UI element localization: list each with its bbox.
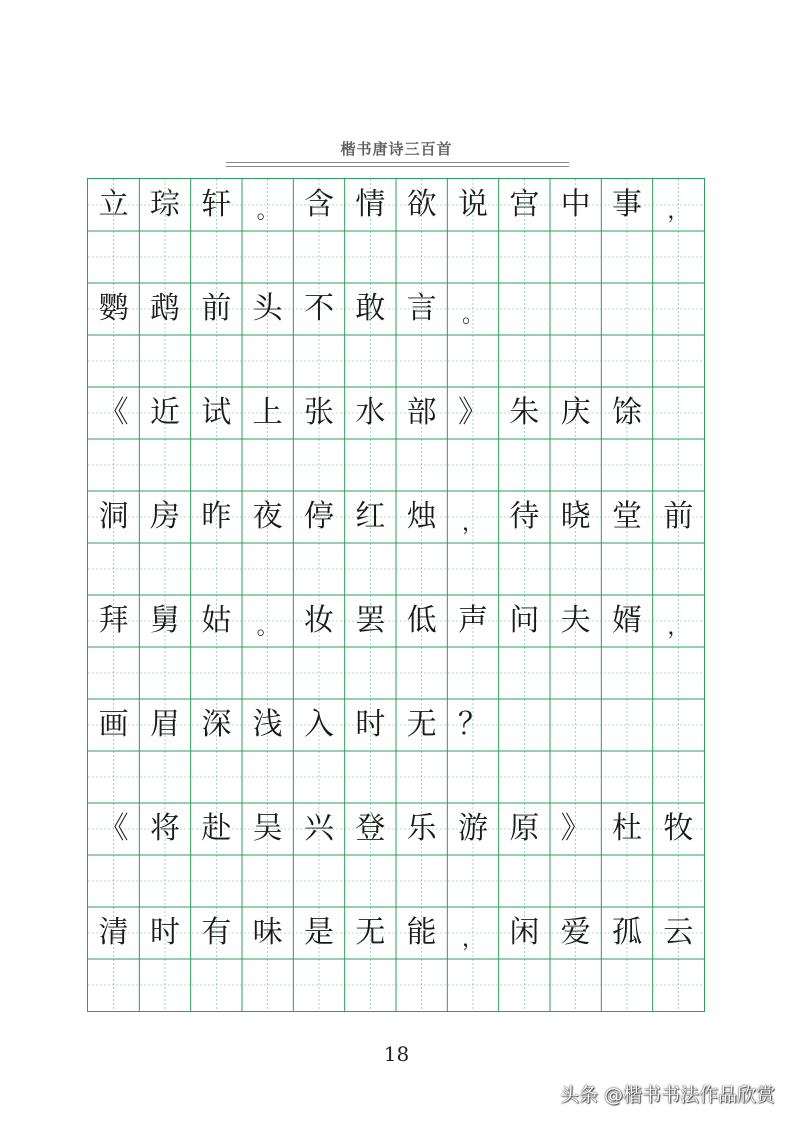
grid-cell: 声 — [457, 603, 488, 638]
title-divider-bottom — [226, 166, 569, 167]
blank-row — [88, 751, 704, 803]
grid-cell — [653, 959, 704, 1011]
grid-cell: 牧 — [663, 811, 694, 846]
grid-cell — [139, 543, 190, 595]
grid-cell — [499, 699, 550, 751]
grid-cell — [499, 543, 550, 595]
grid-cell — [88, 647, 139, 699]
grid-cell — [345, 231, 396, 283]
grid-cell — [242, 647, 293, 699]
grid-cell — [345, 439, 396, 491]
grid-cell: 前 — [663, 499, 694, 534]
grid-cell — [139, 751, 190, 803]
grid-cell: 庆 — [560, 395, 591, 430]
grid-cell — [396, 543, 447, 595]
grid-cell: 琮 — [149, 187, 180, 222]
grid-cell: 停 — [303, 499, 334, 534]
grid-cell: 待 — [509, 499, 540, 534]
grid-cell: 原 — [509, 811, 540, 846]
grid-cell: 浅 — [252, 707, 283, 742]
grid-cell: 乐 — [406, 811, 437, 846]
grid-cell: ， — [667, 615, 690, 640]
grid-cell — [396, 335, 447, 387]
text-row — [88, 699, 704, 751]
grid-cell — [139, 439, 190, 491]
grid-cell — [601, 543, 652, 595]
grid-cell — [653, 751, 704, 803]
grid-cell — [550, 335, 601, 387]
grid-cell: 画 — [98, 707, 129, 742]
grid-cell — [550, 231, 601, 283]
grid-cell — [653, 699, 704, 751]
grid-cell: 将 — [149, 811, 180, 846]
grid-cell: 时 — [149, 915, 180, 950]
grid-cell: 立 — [98, 187, 129, 222]
text-row — [88, 387, 704, 439]
blank-row — [88, 647, 704, 699]
grid-cell: 孤 — [611, 915, 642, 950]
grid-cell: 前 — [201, 291, 232, 326]
grid-cell — [447, 439, 498, 491]
grid-cell — [601, 439, 652, 491]
grid-cell — [88, 855, 139, 907]
grid-cell — [601, 283, 652, 335]
grid-cell — [447, 751, 498, 803]
blank-row — [88, 543, 704, 595]
grid-cell — [191, 335, 242, 387]
writing-grid — [87, 178, 705, 1012]
grid-cell — [653, 439, 704, 491]
grid-cell: 兴 — [303, 811, 334, 846]
grid-cell — [601, 335, 652, 387]
grid-cell: 鹦 — [98, 291, 129, 326]
grid-cell: 轩 — [201, 187, 232, 222]
grid-cell: 味 — [252, 915, 283, 950]
grid-cell: 杜 — [611, 811, 642, 846]
grid-cell — [499, 751, 550, 803]
blank-row — [88, 439, 704, 491]
grid-cell: 深 — [201, 707, 232, 742]
grid-cell — [191, 647, 242, 699]
grid-cell: 游 — [457, 811, 488, 846]
grid-cell — [550, 855, 601, 907]
grid-cell: 爱 — [560, 915, 591, 950]
grid-cell — [447, 335, 498, 387]
grid-cell: 低 — [406, 603, 437, 638]
grid-cell — [550, 959, 601, 1011]
grid-cell: 馀 — [611, 395, 642, 430]
grid-cell — [139, 231, 190, 283]
grid-cell: 欲 — [406, 187, 437, 222]
grid-cell — [550, 699, 601, 751]
grid-cell — [88, 439, 139, 491]
grid-cell — [499, 959, 550, 1011]
grid-cell — [653, 335, 704, 387]
grid-cell — [447, 543, 498, 595]
grid-cell — [345, 855, 396, 907]
grid-cell: 。 — [256, 615, 279, 640]
grid-cell: 》 — [560, 811, 591, 846]
grid-cell: 堂 — [611, 499, 642, 534]
grid-cell: 时 — [355, 707, 386, 742]
grid-cell: 清 — [98, 915, 129, 950]
grid-cell — [139, 959, 190, 1011]
grid-cell — [293, 335, 344, 387]
grid-cell — [653, 283, 704, 335]
grid-cell: 拜 — [98, 603, 129, 638]
grid-cell — [601, 699, 652, 751]
grid-cell — [242, 959, 293, 1011]
grid-cell — [345, 751, 396, 803]
grid-cell — [653, 231, 704, 283]
grid-cell — [88, 751, 139, 803]
grid-cell: 《 — [98, 811, 129, 846]
text-row — [88, 803, 704, 855]
grid-cell — [242, 543, 293, 595]
grid-cell — [499, 855, 550, 907]
text-row — [88, 491, 704, 543]
grid-cell — [88, 543, 139, 595]
grid-cell — [499, 231, 550, 283]
grid-cell — [293, 959, 344, 1011]
grid-cell: 事 — [611, 187, 642, 222]
grid-cell: 。 — [256, 199, 279, 224]
grid-cell — [139, 855, 190, 907]
grid-cell: 宫 — [509, 187, 540, 222]
grid-cell: 无 — [406, 707, 437, 742]
grid-cell — [345, 647, 396, 699]
grid-cell: 鹉 — [149, 291, 180, 326]
grid-cell: 赴 — [201, 811, 232, 846]
grid-cell: 》 — [457, 395, 488, 430]
grid-cell — [242, 751, 293, 803]
grid-cell — [293, 439, 344, 491]
grid-cell: 是 — [303, 915, 334, 950]
grid-cell: 中 — [560, 187, 591, 222]
grid-cell: 头 — [252, 291, 283, 326]
grid-cell — [447, 959, 498, 1011]
grid-cell — [653, 387, 704, 439]
grid-cell — [396, 231, 447, 283]
grid-cell — [396, 855, 447, 907]
grid-cell — [653, 647, 704, 699]
grid-cell: 问 — [509, 603, 540, 638]
grid-cell — [550, 283, 601, 335]
grid-cell: 晓 — [560, 499, 591, 534]
grid-cell: 婿 — [611, 603, 642, 638]
grid-cell: 上 — [252, 395, 283, 430]
book-title: 楷书唐诗三百首 — [340, 140, 453, 158]
page-number: 18 — [383, 1042, 410, 1066]
grid-cell: 姑 — [201, 603, 232, 638]
grid-cell — [447, 647, 498, 699]
grid-cell — [242, 231, 293, 283]
grid-cell: 部 — [406, 395, 437, 430]
grid-cell: 言 — [406, 291, 437, 326]
grid-cell — [396, 959, 447, 1011]
grid-cell — [499, 439, 550, 491]
text-row — [88, 907, 704, 959]
grid-cell — [499, 283, 550, 335]
blank-row — [88, 335, 704, 387]
watermark: 头条 @楷书书法作品欣赏 — [559, 1084, 775, 1106]
grid-cell — [601, 231, 652, 283]
grid-cell: 眉 — [149, 707, 180, 742]
grid-cell: 说 — [457, 187, 488, 222]
grid-cell: 张 — [303, 395, 334, 430]
grid-cell: 朱 — [509, 395, 540, 430]
grid-cell — [601, 855, 652, 907]
grid-cell — [191, 439, 242, 491]
grid-cell — [242, 439, 293, 491]
blank-row — [88, 959, 704, 1011]
grid-cell: 烛 — [406, 499, 437, 534]
grid-cell: 罢 — [355, 603, 386, 638]
grid-cell — [191, 543, 242, 595]
grid-cell — [293, 855, 344, 907]
grid-cell: 水 — [355, 395, 386, 430]
blank-row — [88, 855, 704, 907]
grid-cell — [88, 231, 139, 283]
grid-cell — [550, 439, 601, 491]
grid-cell — [550, 647, 601, 699]
grid-cell: ， — [667, 199, 690, 224]
grid-cell — [653, 855, 704, 907]
grid-cell: 夫 — [560, 603, 591, 638]
grid-cell: 云 — [663, 915, 694, 950]
grid-cell — [345, 543, 396, 595]
grid-cell — [191, 959, 242, 1011]
grid-cell — [601, 647, 652, 699]
grid-cell — [139, 335, 190, 387]
grid-cell — [293, 231, 344, 283]
grid-cell — [550, 751, 601, 803]
grid-cell: 登 — [355, 811, 386, 846]
grid-cell — [191, 231, 242, 283]
grid-cell — [396, 647, 447, 699]
grid-cell: ？ — [457, 707, 488, 742]
grid-cell: 妆 — [303, 603, 334, 638]
grid-cell: 试 — [201, 395, 232, 430]
grid-cell — [293, 647, 344, 699]
text-row — [88, 179, 704, 231]
grid-cell: ， — [461, 511, 484, 536]
grid-cell — [447, 231, 498, 283]
grid-cell — [345, 959, 396, 1011]
grid-cell: 舅 — [149, 603, 180, 638]
grid-cell — [499, 647, 550, 699]
text-row — [88, 283, 704, 335]
grid-cell: 。 — [461, 303, 484, 328]
grid-cell: 洞 — [98, 499, 129, 534]
grid-cell: 昨 — [201, 499, 232, 534]
grid-cell: 能 — [406, 915, 437, 950]
blank-row — [88, 231, 704, 283]
grid-cell: 情 — [355, 187, 386, 222]
text-row — [88, 595, 704, 647]
grid-cell: 入 — [303, 707, 334, 742]
grid-cell: 房 — [149, 499, 180, 534]
grid-cell: 敢 — [355, 291, 386, 326]
grid-cell: 吴 — [252, 811, 283, 846]
grid-cell: 《 — [98, 395, 129, 430]
grid-cell: 含 — [303, 187, 334, 222]
title-divider-top — [226, 162, 569, 163]
grid-cell — [601, 751, 652, 803]
grid-cell — [191, 751, 242, 803]
grid-cell — [396, 751, 447, 803]
grid-cell — [499, 335, 550, 387]
grid-cell — [191, 855, 242, 907]
grid-cell — [396, 439, 447, 491]
grid-cell — [601, 959, 652, 1011]
grid-cell — [293, 751, 344, 803]
grid-cell: 有 — [201, 915, 232, 950]
grid-cell: 无 — [355, 915, 386, 950]
grid-cell — [653, 543, 704, 595]
grid-cell: 夜 — [252, 499, 283, 534]
grid-cell: 闲 — [509, 915, 540, 950]
grid-cell — [447, 855, 498, 907]
grid-cell — [293, 543, 344, 595]
grid-cell: 红 — [355, 499, 386, 534]
grid-cell — [242, 855, 293, 907]
grid-cell — [88, 335, 139, 387]
grid-cell — [139, 647, 190, 699]
grid-cell: ， — [461, 927, 484, 952]
grid-cell — [88, 959, 139, 1011]
grid-cell — [242, 335, 293, 387]
grid-cell: 近 — [149, 395, 180, 430]
grid-cell: 不 — [303, 291, 334, 326]
grid-cell — [550, 543, 601, 595]
grid-cell — [345, 335, 396, 387]
